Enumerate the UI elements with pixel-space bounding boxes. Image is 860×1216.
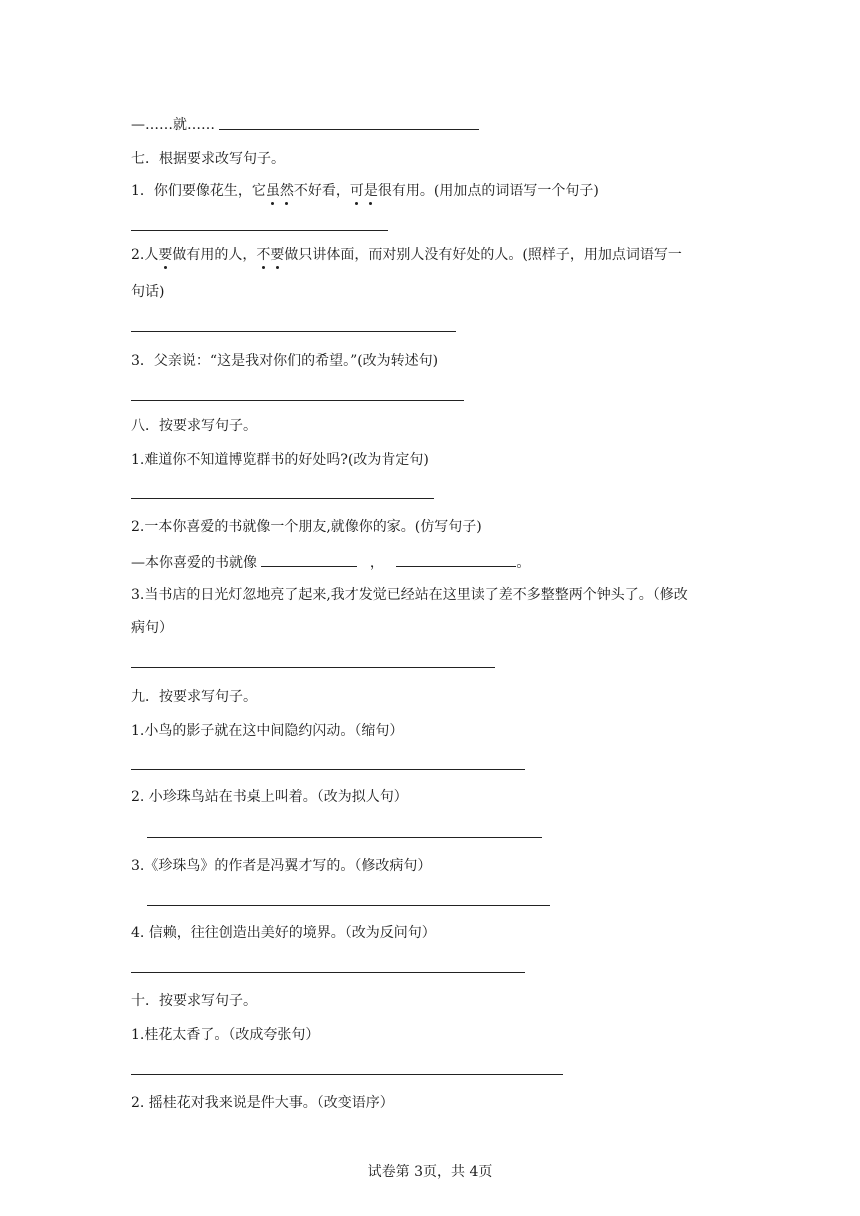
s7-question-1: 1．你们要像花生，它虽然不好看，可是很有用。(用加点的词语写一个句子): [131, 183, 599, 199]
s8-question-2: 2.一本你喜爱的书就像一个朋友,就像你的家。(仿写句子): [131, 519, 482, 535]
s9-question-3: 3.《珍珠鸟》的作者是冯翼才写的。（修改病句）: [131, 858, 432, 874]
s9-question-4: 4. 信赖，往往创造出美好的境界。（改为反问句）: [131, 925, 436, 941]
s8-question-3: 3.当书店的日光灯忽地亮了起来,我才发觉已经站在这里读了差不多整整两个钟头了。（修改: [131, 587, 688, 603]
emphasis-char: 是: [363, 183, 378, 199]
answer-line[interactable]: [131, 1074, 563, 1075]
answer-line[interactable]: [131, 331, 456, 332]
s9-question-2: 2. 小珍珠鸟站在书桌上叫着。（改为拟人句）: [131, 789, 408, 805]
fill-blank[interactable]: [396, 552, 516, 567]
s10-question-1: 1.桂花太香了。（改成夸张句）: [131, 1027, 320, 1043]
emphasis-char: 要: [158, 247, 173, 263]
section-10-heading: 十．按要求写句子。: [131, 993, 257, 1009]
s10-question-2: 2. 摇桂花对我来说是件大事。（改变语序）: [131, 1095, 394, 1111]
answer-line[interactable]: [147, 837, 542, 838]
s7-question-2: 2.人要做有用的人，不要做只讲体面，而对别人没有好处的人。(照样子，用加点词语写一: [131, 247, 682, 263]
emphasis-char: 不: [256, 247, 271, 263]
q6-tail-text: —……就……: [131, 117, 215, 133]
answer-line[interactable]: [131, 400, 464, 401]
answer-line[interactable]: [131, 972, 525, 973]
emphasis-char: 虽: [265, 183, 280, 199]
answer-line[interactable]: [147, 905, 550, 906]
s7-question-2-cont: 句话): [131, 284, 165, 300]
emphasis-char: 可: [349, 183, 364, 199]
answer-line[interactable]: [131, 498, 434, 499]
answer-line[interactable]: [131, 769, 525, 770]
answer-line[interactable]: [131, 667, 495, 668]
section-7-heading: 七．根据要求改写句子。: [131, 151, 285, 167]
s9-question-1: 1.小鸟的影子就在这中间隐约闪动。（缩句）: [131, 723, 404, 739]
page-footer: 试卷第 3页，共 4页: [367, 1164, 493, 1180]
section-9-heading: 九．按要求写句子。: [131, 689, 257, 705]
answer-line[interactable]: [131, 230, 388, 231]
section-8-heading: 八．按要求写句子。: [131, 418, 257, 434]
s8-question-2-model: —本你喜爱的书就像 ， 。: [131, 552, 530, 572]
q6-tail-line: [131, 116, 215, 134]
answer-line[interactable]: [219, 129, 479, 130]
emphasis-char: 然: [279, 183, 294, 199]
s8-question-1: 1.难道你不知道博览群书的好处吗?(改为肯定句): [131, 452, 429, 468]
fill-blank[interactable]: [261, 552, 357, 567]
s7-question-3: 3．父亲说：“这是我对你们的希望。”(改为转述句): [131, 353, 439, 369]
s8-question-3-cont: 病句）: [131, 620, 173, 636]
emphasis-char: 要: [270, 247, 285, 263]
